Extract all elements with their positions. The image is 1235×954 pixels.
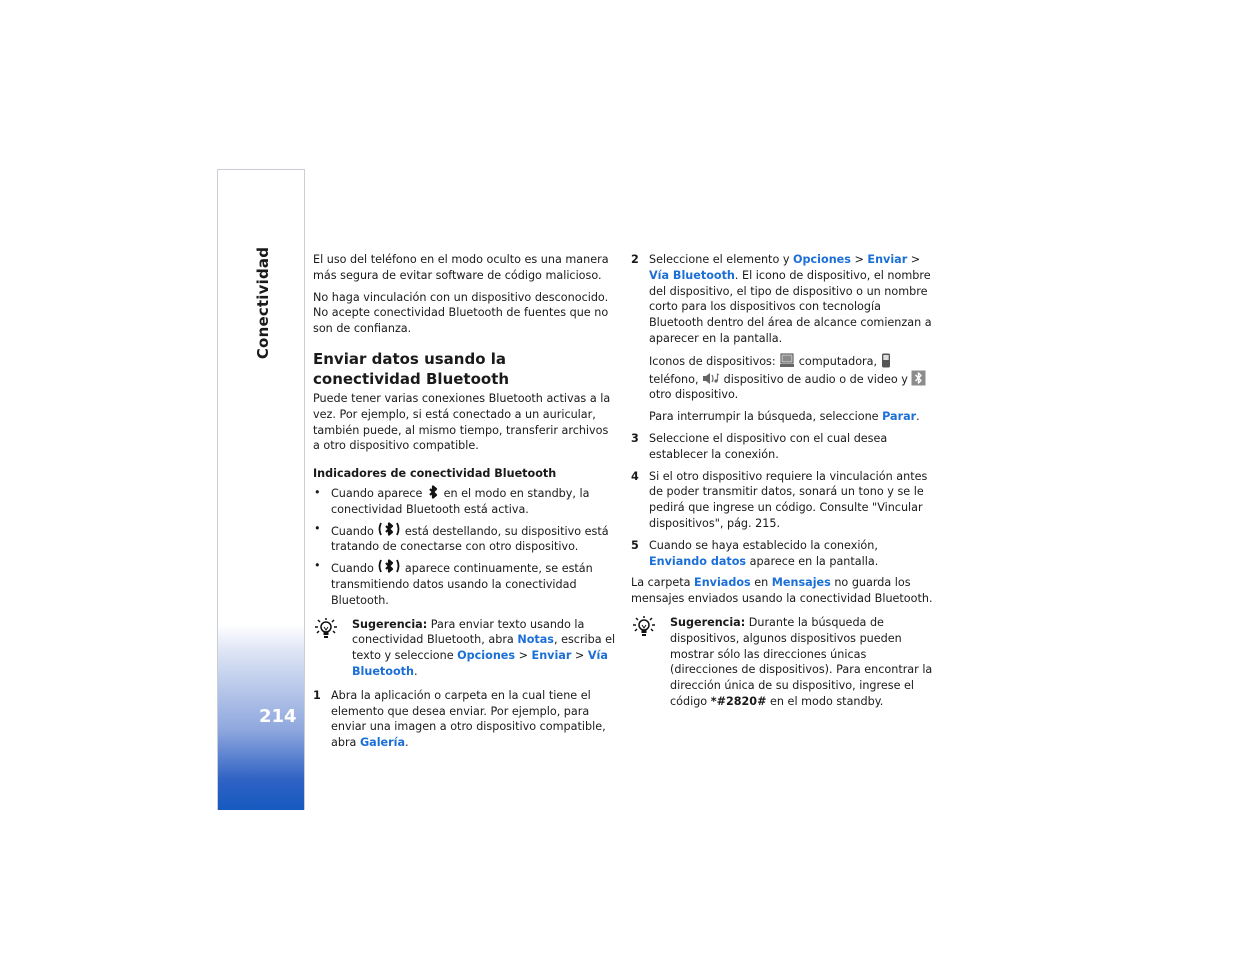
stop-search-line: Para interrumpir la búsqueda, seleccione Parar. [649,410,920,424]
steps-list-start [313,688,618,751]
right-column [631,252,936,718]
enviar-link[interactable]: Enviar [531,649,572,663]
section-heading: Enviar datos usando la conectividad Bluetooth [313,349,510,388]
subsection-heading: Indicadores de conectividad Bluetooth [313,467,557,481]
enviados-link[interactable]: Enviados [694,576,751,590]
device-icons-line: Iconos de dispositivos: computadora, teléfono, dispositivo de audio o de video y otro dispositivo. [649,353,936,403]
standby-code: *#2820# [710,694,767,708]
opciones-link[interactable]: Opciones [457,649,516,663]
opciones-link[interactable]: Opciones [793,253,851,266]
tip-box: Sugerencia: Durante la búsqueda de dispositivos, algunos dispositivos pueden mostrar sólo las direcciones únicas (direcciones de dispositivos). Para encontrar la dirección única de su dispositivo, ingrese el código *#2820# en el modo standby. [631,615,936,710]
list-item: • Cuando está destellando, su dispositivo está tratando de conectarse con otro dispositivo. [314,521,609,554]
left-column [313,252,618,757]
list-item: • Cuando aparece continuamente, se están transmitiendo datos usando la conectividad Bluetooth. [314,559,593,607]
lightbulb-icon [313,617,339,641]
paragraph-sent-folder: La carpeta Enviados en Mensajes no guarda los mensajes enviados usando la conectividad Bluetooth. [631,576,933,606]
galeria-link[interactable]: Galería [359,736,406,750]
paragraph-intro: Puede tener varias conexiones Bluetooth activas a la vez. Por ejemplo, si está conectado a un auricular, también puede, al mismo tiempo, transferir archivos a otro dispositivo compatible. [313,391,611,453]
step-3: 3 Seleccione el dispositivo con el cual desea establecer la conexión. [631,431,888,461]
steps-list-continued [631,252,936,569]
step-2: 2 Seleccione el elemento y Opciones > Enviar > Vía Bluetooth. El icono de dispositivo, el nombre del dispositivo, el tipo de dispositivo o un nombre corto para los dispositivos con tecnología Bluetooth dentro del área de alcance comienzan a aparecer en la pantalla. Iconos de dispositivos: computadora, teléfono, dispositivo de audio o de video y otro dispositivo. Para interrumpir la búsqueda, seleccione Parar. [631,252,936,425]
tip-box: Sugerencia: Para enviar texto usando la conectividad Bluetooth, abra Notas, escriba el texto y seleccione Opciones > Enviar > Vía Bluetooth. [313,617,618,680]
list-item: • Cuando aparece en el modo en standby, la conectividad Bluetooth está activa. [314,485,590,516]
lightbulb-icon [631,615,657,639]
enviar-link[interactable]: Enviar [867,253,908,266]
parar-link[interactable]: Parar [882,410,917,424]
other-device-icon [911,370,926,386]
phone-icon [881,353,891,368]
indicator-list [313,485,618,609]
step-5: 5 Cuando se haya establecido la conexión, Enviando datos aparece en la pantalla. [631,538,879,568]
page-number: 214 [259,706,297,727]
notas-link[interactable]: Notas [517,633,554,647]
step-4: 4 Si el otro dispositivo requiere la vinculación antes de poder transmitir datos, sonará un tono y se le pedirá que ingrese un código. Consulte "Vincular dispositivos", pág. 215. [631,469,928,530]
via-bluetooth-link[interactable]: Vía Bluetooth [649,268,735,282]
computer-icon [779,353,795,368]
via-bluetooth-link[interactable]: Vía Bluetooth [352,649,608,678]
bluetooth-icon [426,485,440,499]
step-1: 1 Abra la aplicación o carpeta en la cual tiene el elemento que desea enviar. Por ejemplo, para enviar una imagen a otro dispositivo compatible, abra Galería. [313,688,606,750]
audio-video-icon [702,371,720,386]
bluetooth-connecting-icon [377,521,401,537]
paragraph-pairing-warning: No haga vinculación con un dispositivo desconocido. No acepte conectividad Bluetooth de fuentes que no son de confianza. [313,290,609,336]
bluetooth-transmitting-icon [377,558,401,574]
enviando-datos-status: Enviando datos [649,554,747,568]
paragraph-hidden-mode: El uso del teléfono en el modo oculto es una manera más segura de evitar software de código malicioso. [313,253,609,282]
mensajes-link[interactable]: Mensajes [771,576,831,590]
